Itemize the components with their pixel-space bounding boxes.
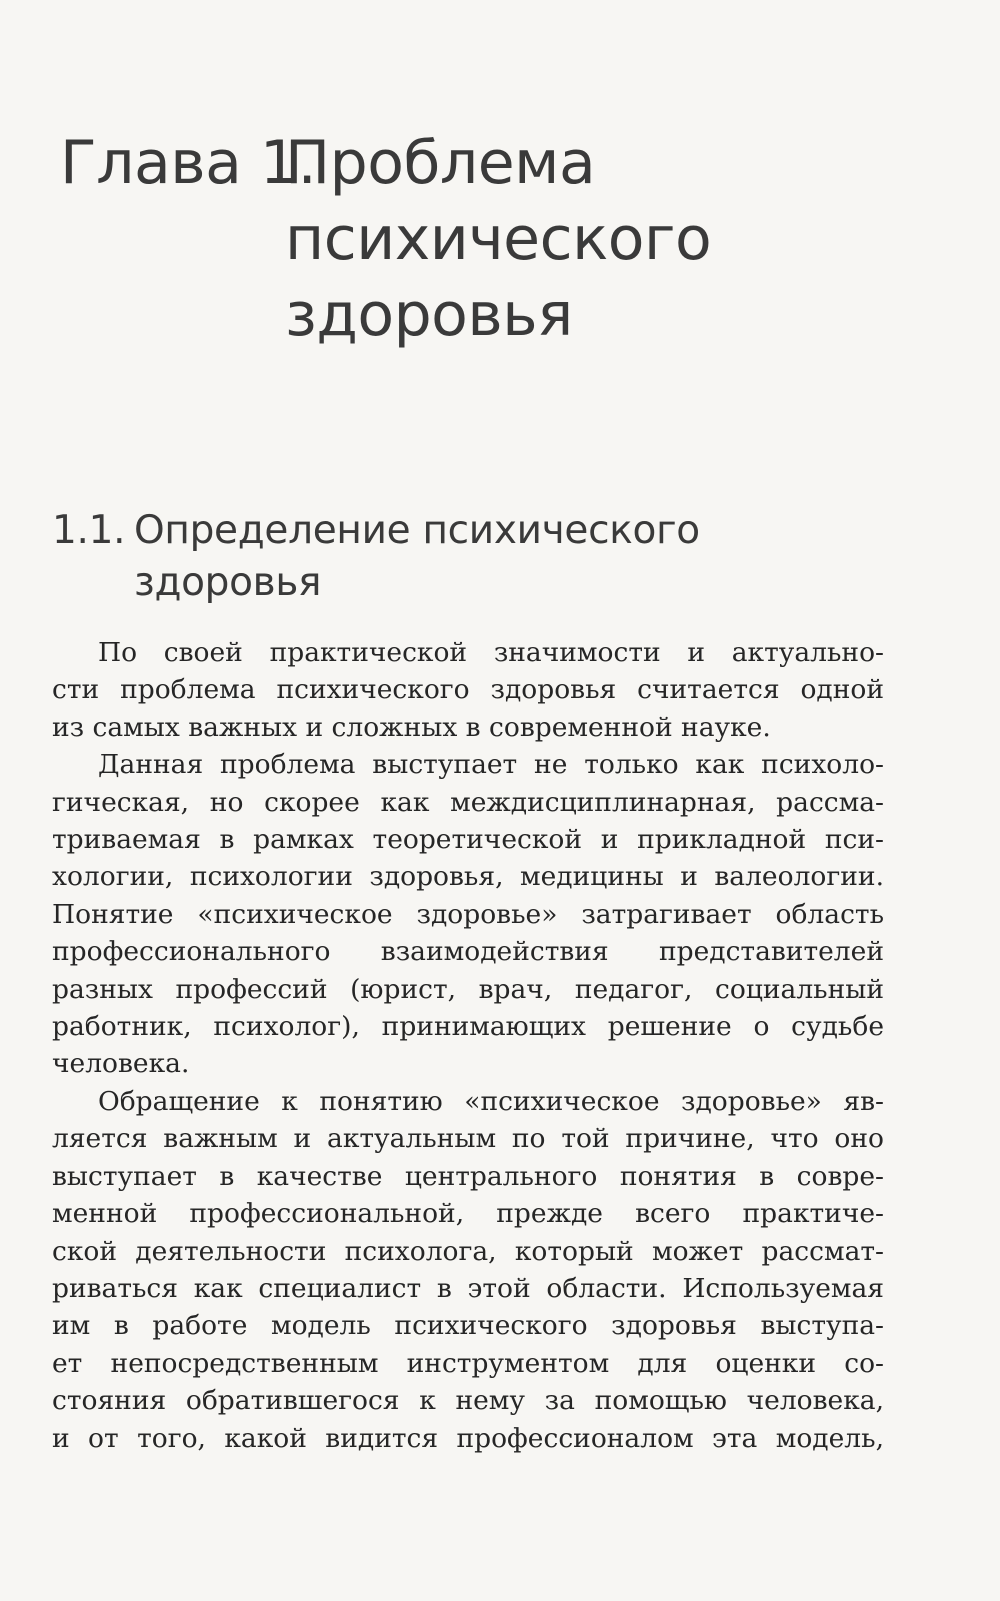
section-title-line: здоровья	[134, 560, 322, 605]
text-line: работник, психолог), принимающих решение о судьбе	[52, 1011, 884, 1043]
section-heading-line-1	[52, 505, 700, 557]
text-line: ской деятельности психолога, который может рассмат-	[52, 1235, 884, 1267]
text-line: выступает в качестве центрального понятия в совре-	[52, 1160, 884, 1192]
chapter-title-line: Проблема	[285, 128, 596, 198]
body-text	[52, 634, 884, 1457]
text-line: им в работе модель психического здоровья выступа-	[52, 1310, 884, 1342]
text-line: менной профессиональной, прежде всего практиче-	[52, 1198, 884, 1230]
section-heading	[52, 505, 700, 609]
paragraph	[52, 634, 884, 746]
text-line: риваться как специалист в этой области. Используемая	[52, 1272, 884, 1304]
chapter-heading	[60, 125, 711, 353]
text-line: из самых важных и сложных в современной науке.	[52, 711, 771, 743]
section-number: 1.1.	[52, 508, 126, 553]
text-line: и от того, какой видится профессионалом эта модель,	[52, 1422, 884, 1454]
text-line: стояния обратившегося к нему за помощью человека,	[52, 1385, 884, 1417]
text-line: сти проблема психического здоровья считается одной	[52, 674, 884, 706]
text-line: разных профессий (юрист, врач, педагог, социальный	[52, 973, 884, 1005]
paragraph	[52, 1083, 884, 1457]
text-line: человека.	[52, 1048, 190, 1080]
text-line: ляется важным и актуальным по той причине, что оно	[52, 1123, 884, 1155]
text-line: триваемая в рамках теоретической и прикладной пси-	[52, 824, 884, 856]
text-line: Обращение к понятию «психическое здоровье» яв-	[98, 1085, 884, 1117]
chapter-title-line: здоровья	[285, 280, 573, 350]
text-line: По своей практической значимости и актуально-	[98, 637, 884, 668]
chapter-heading-line-1	[60, 125, 711, 201]
text-line: профессионального взаимодействия представителей	[52, 936, 884, 968]
chapter-label: Глава 1.	[60, 128, 317, 198]
paragraph	[52, 746, 884, 1083]
text-line: гическая, но скорее как междисциплинарная, рассма-	[52, 786, 884, 818]
text-line: Понятие «психическое здоровье» затрагивает область	[52, 898, 884, 930]
text-line: Данная проблема выступает не только как психоло-	[98, 749, 884, 781]
text-line: ет непосредственным инструментом для оценки со-	[52, 1347, 884, 1379]
chapter-title-line: психического	[285, 204, 712, 274]
section-title-line: Определение психического	[134, 508, 700, 553]
text-line: хологии, психологии здоровья, медицины и валеологии.	[52, 861, 884, 893]
